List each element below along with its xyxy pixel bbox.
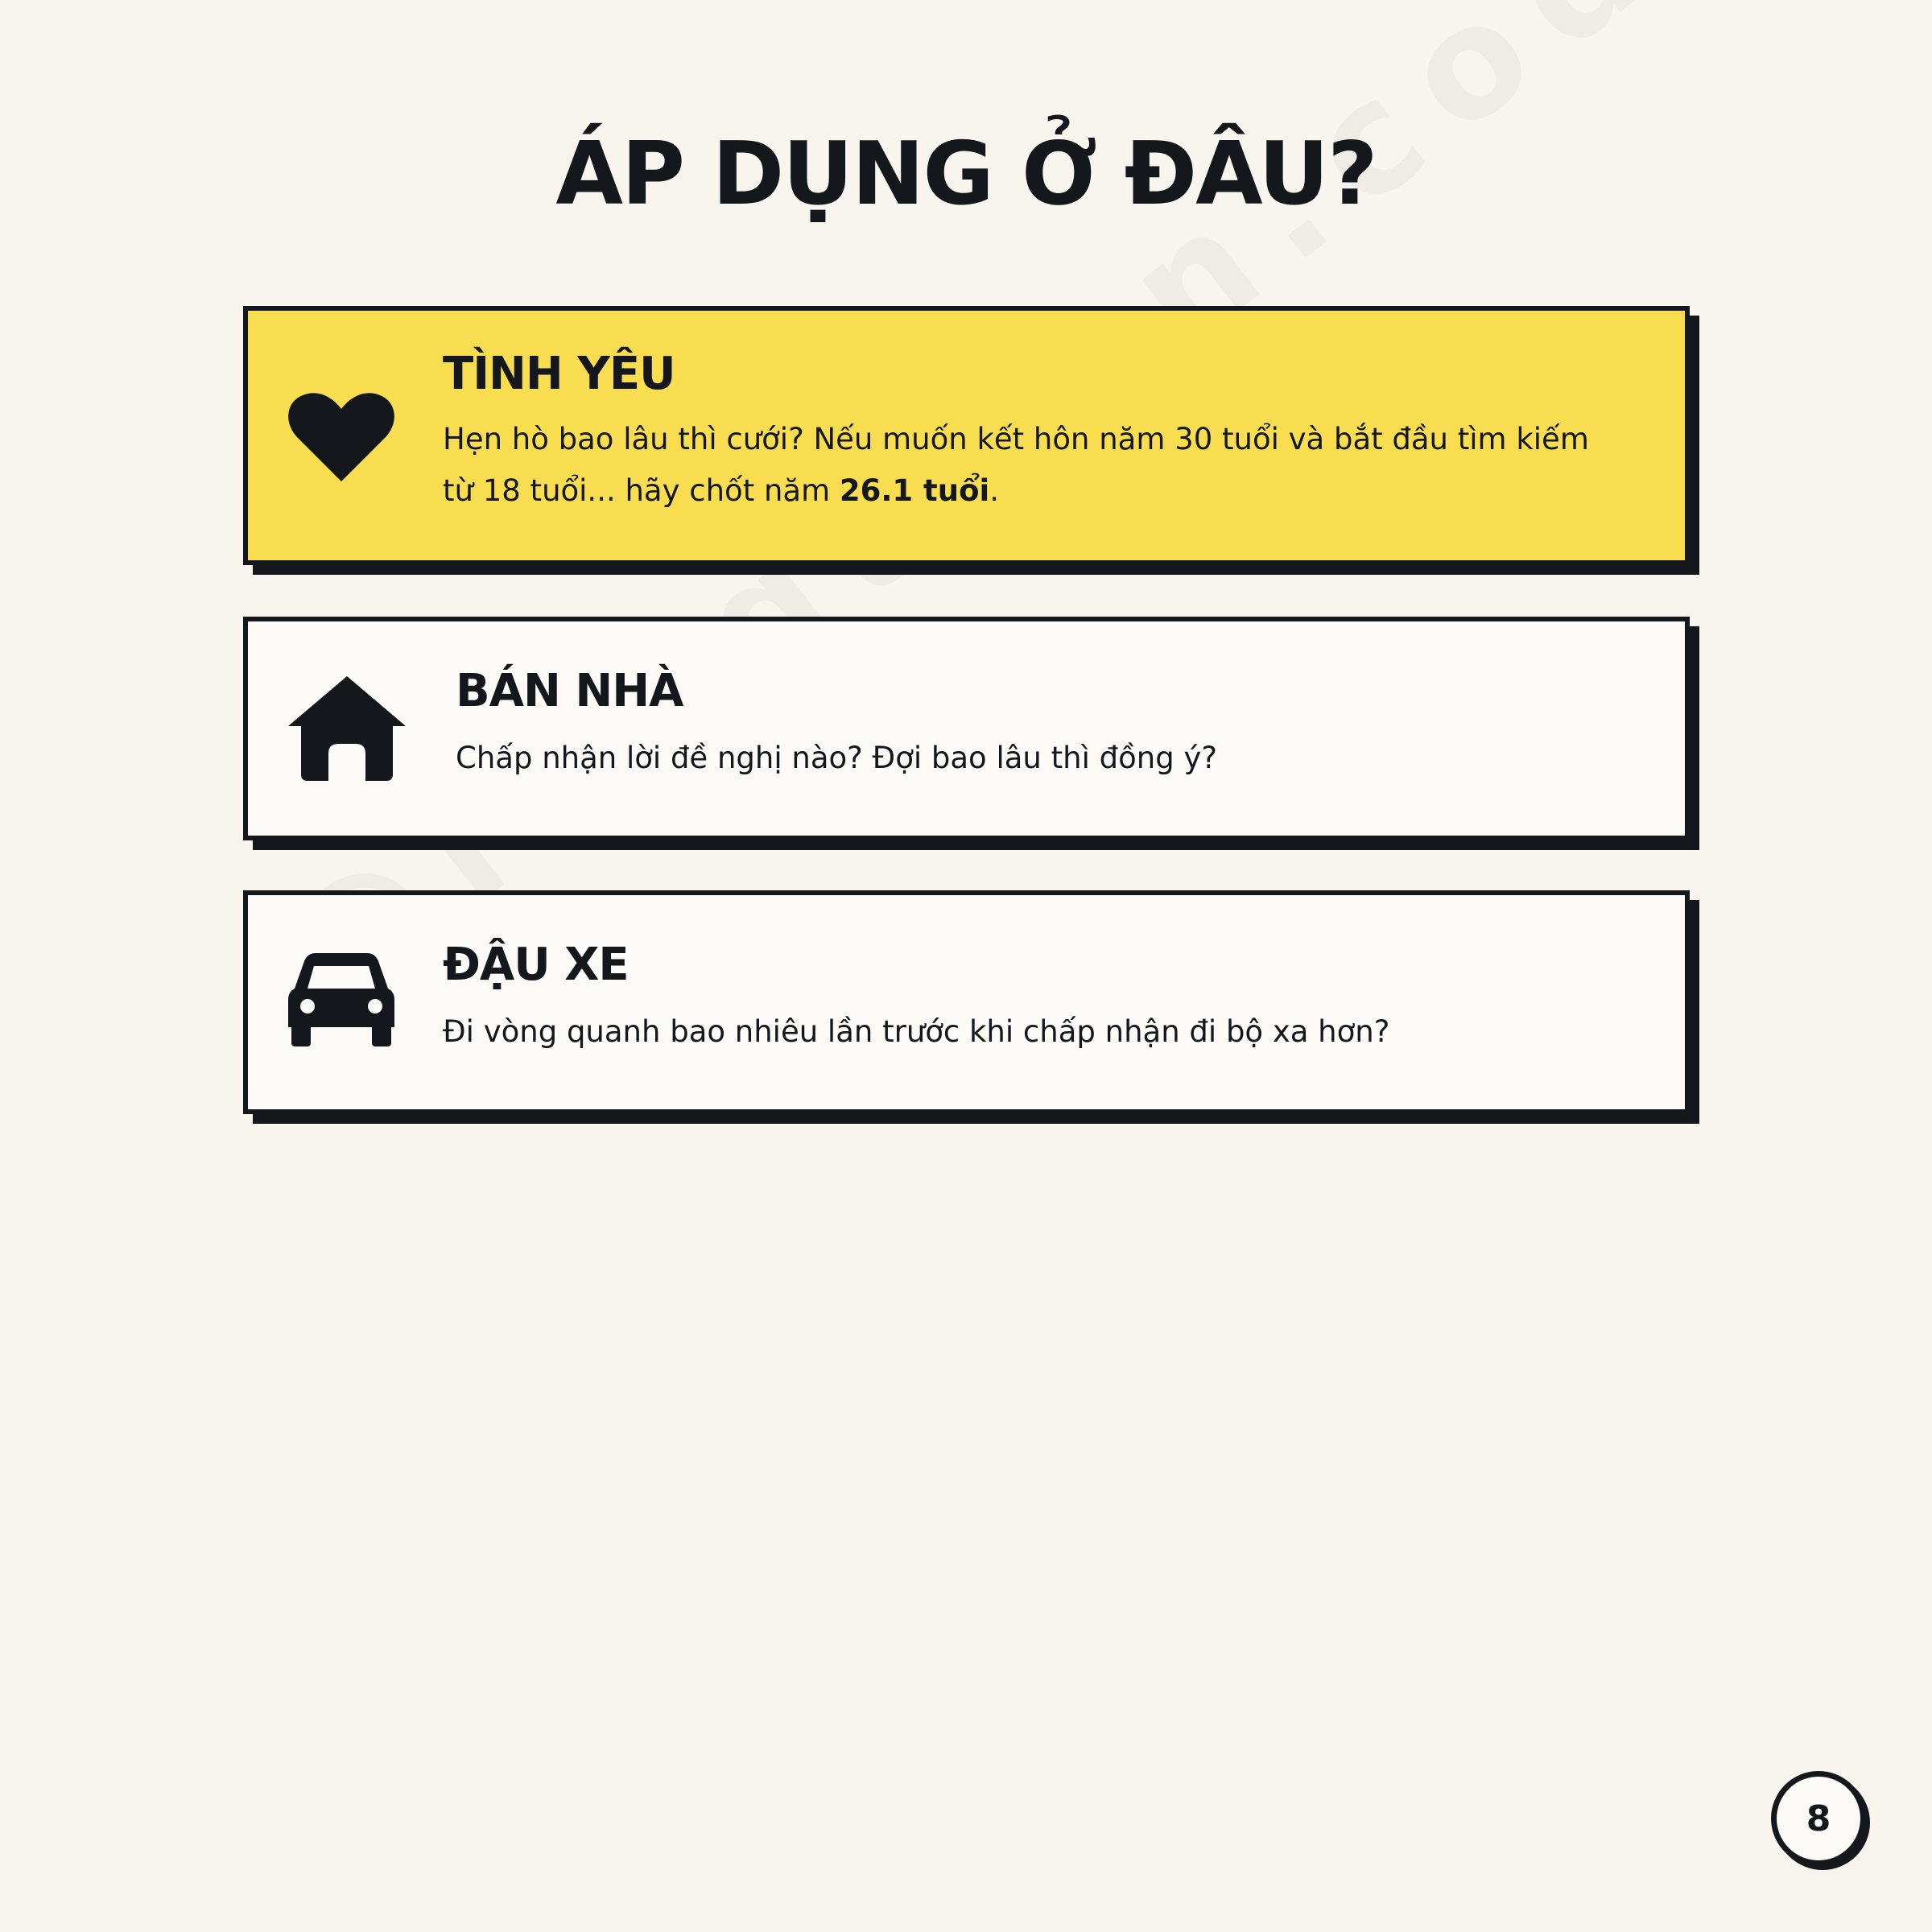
- card-text: Đi vòng quanh bao nhiêu lần trước khi chấp nhận đi bộ xa hơn?: [443, 1013, 1390, 1049]
- page-number: 8: [1771, 1771, 1866, 1866]
- card-parking: [243, 890, 1690, 1114]
- card-text: Chấp nhận lời đề nghị nào? Đợi bao lâu thì đồng ý?: [456, 740, 1217, 775]
- card-title: BÁN NHÀ: [456, 665, 683, 717]
- card-sell-house: [243, 617, 1690, 840]
- card-title: ĐẬU XE: [443, 939, 629, 991]
- card-text-part: Hẹn hò bao lâu thì cưới? Nếu muốn kết hôn năm 30 tuổi và bắt đầu tìm kiếm từ 18 tuổi... hãy chốt năm: [443, 421, 1589, 508]
- card-text: [443, 414, 1618, 517]
- card-text-end: .: [989, 473, 999, 508]
- page-title: ÁP DỤNG Ở ĐÂU?: [555, 124, 1377, 225]
- car-icon: [288, 953, 394, 1046]
- heart-icon: [288, 391, 394, 483]
- house-icon: [288, 676, 406, 781]
- card-title: TÌNH YÊU: [443, 348, 675, 400]
- card-love: [243, 306, 1690, 565]
- highlight-value: 26.1 tuổi: [839, 473, 990, 508]
